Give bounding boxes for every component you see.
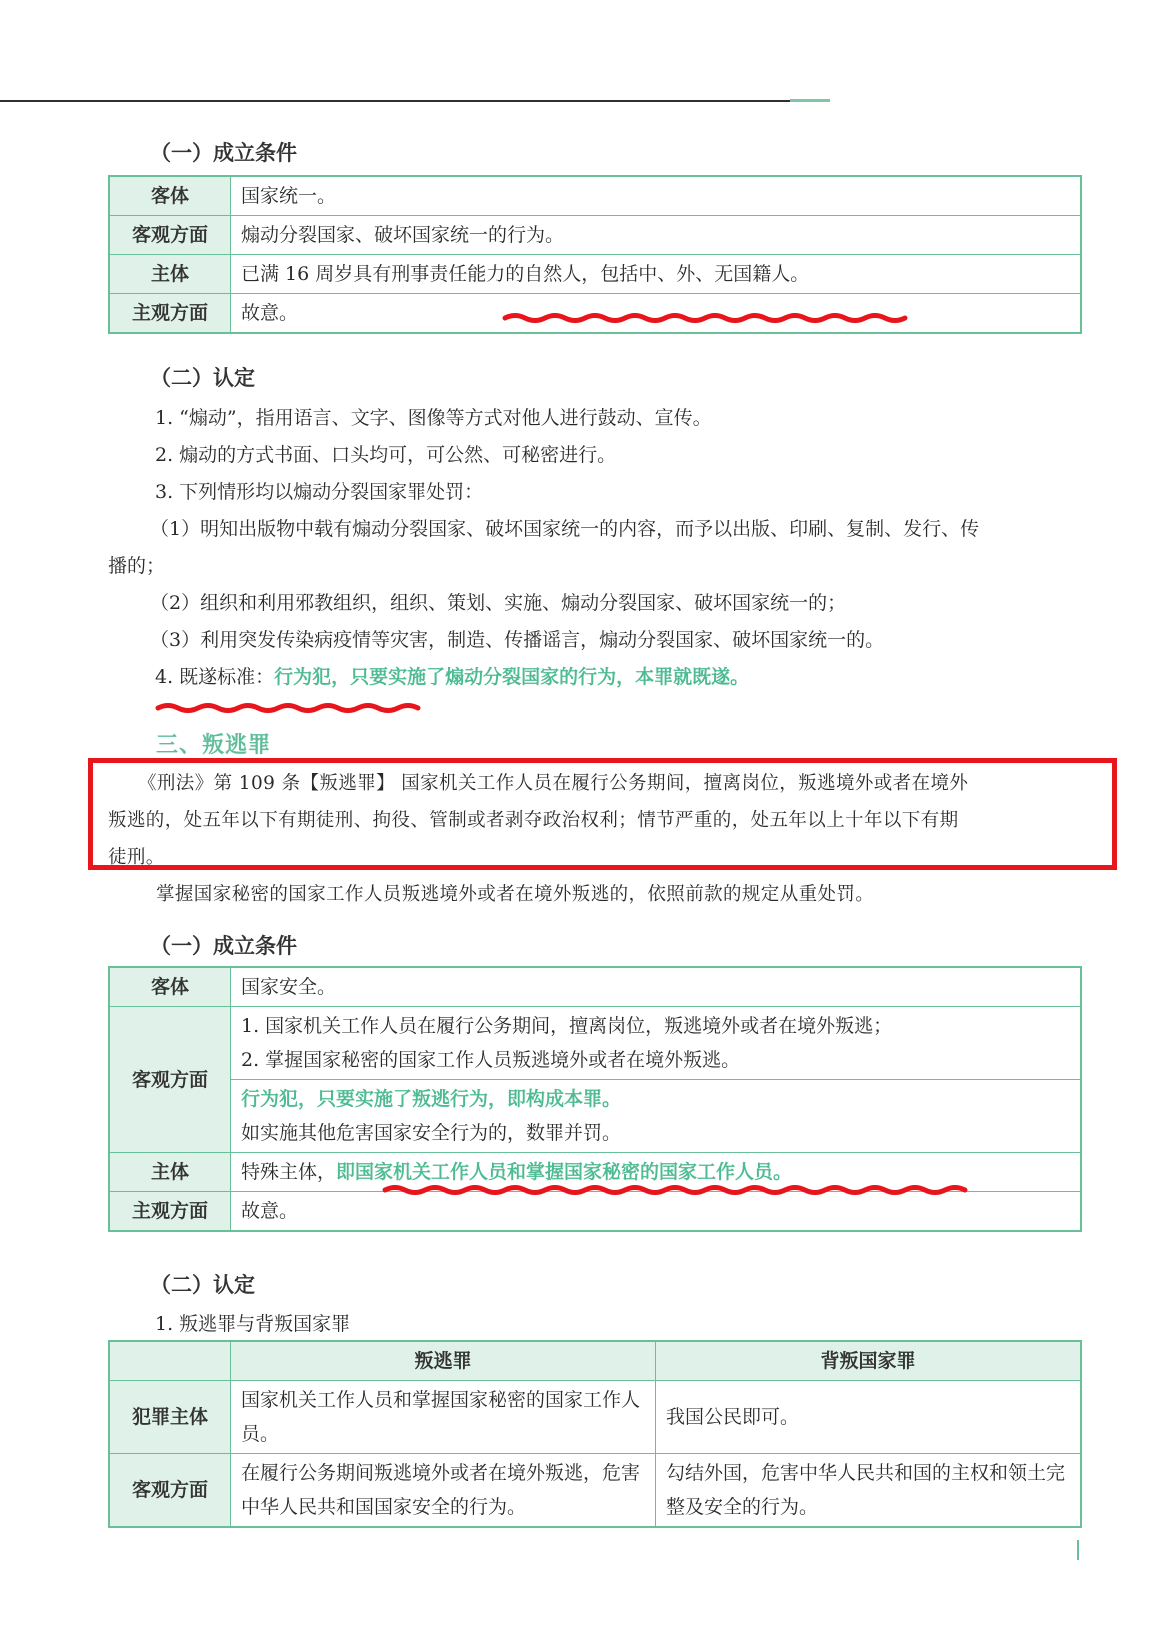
cell: 在履行公务期间叛逃境外或者在境外叛逃，危害中华人民共和国国家安全的行为。 [231,1454,656,1528]
paragraph: （3）利用突发传染病疫情等灾害，制造、传播谣言，煽动分裂国家、破坏国家统一的。 [150,629,885,651]
table-row [109,176,1081,216]
law-line: 徒刑。 [108,847,165,868]
law-line: 掌握国家秘密的国家工作人员叛逃境外或者在境外叛逃的，依照前款的规定从重处罚。 [156,884,875,905]
law-line: 《刑法》第 109 条【叛逃罪】 国家机关工作人员在履行公务期间，擅离岗位，叛逃境外或者在境外 [138,773,969,794]
conditions-table-1 [108,175,1082,334]
objective-note: 如实施其他危害国家安全行为的，数罪并罚。 [241,1122,622,1144]
heading-determination-2: （二）认定 [150,1273,255,1297]
section-title-defection: 三、叛逃罪 [156,733,272,758]
cell: 国家机关工作人员和掌握国家秘密的国家工作人员。 [231,1381,656,1454]
row-value: 故意。 [231,1192,1082,1232]
table-row [109,294,1081,334]
paragraph: 播的； [108,555,166,577]
row-value [231,1080,1082,1153]
table-header-row [109,1341,1081,1381]
heading-conditions-2: （一）成立条件 [150,934,297,958]
highlight-text: 即国家机关工作人员和掌握国家秘密的国家工作人员。 [336,1161,793,1183]
paragraph: 1. “煽动”，指用语言、文字、图像等方式对他人进行鼓动、宣传。 [155,407,712,429]
row-value: 故意。 [231,294,1082,334]
highlight-text: 行为犯，只要实施了煽动分裂国家的行为，本罪就既遂。 [274,666,750,688]
highlight-text: 行为犯，只要实施了叛逃行为，即构成本罪。 [241,1088,622,1110]
table-row [109,1080,1081,1153]
objective-item: 2. 掌握国家秘密的国家工作人员叛逃境外或者在境外叛逃。 [241,1049,741,1071]
objective-item: 1. 国家机关工作人员在履行公务期间，擅离岗位，叛逃境外或者在境外叛逃； [241,1015,893,1037]
edge-mark [1077,1540,1079,1560]
heading-determination-1: （二）认定 [150,366,255,390]
table-row [109,1454,1081,1528]
label: 4. 既遂标准： [155,666,275,688]
row-label: 客观方面 [109,1454,231,1528]
table-row [109,1153,1081,1192]
row-value: 国家安全。 [231,967,1082,1007]
row-label: 犯罪主体 [109,1381,231,1454]
law-line: 叛逃的，处五年以下有期徒刑、拘役、管制或者剥夺政治权利；情节严重的，处五年以上十年以下有期 [108,810,959,831]
paragraph: （1）明知出版物中载有煽动分裂国家、破坏国家统一的内容，而予以出版、印刷、复制、发行、传 [150,518,980,540]
conditions-table-2 [108,966,1082,1232]
cell: 勾结外国，危害中华人民共和国的主权和领土完整及安全的行为。 [656,1454,1082,1528]
table-row [109,216,1081,255]
paragraph: （2）组织和利用邪教组织，组织、策划、实施、煽动分裂国家、破坏国家统一的； [150,592,847,614]
row-value: 已满 16 周岁具有刑事责任能力的自然人，包括中、外、无国籍人。 [231,255,1082,294]
paragraph: 2. 煽动的方式书面、口头均可，可公然、可秘密进行。 [155,444,617,466]
cell: 我国公民即可。 [656,1381,1082,1454]
row-value [231,1007,1082,1080]
top-rule [0,100,830,102]
comparison-table [108,1340,1082,1528]
row-label: 客观方面 [109,1007,231,1153]
wavy-underline [158,706,418,711]
row-label: 主观方面 [109,1192,231,1232]
paragraph: 3. 下列情形均以煽动分裂国家罪处罚： [155,481,484,503]
heading-conditions-1: （一）成立条件 [150,141,297,165]
row-label: 客体 [109,967,231,1007]
red-annotation-box [88,758,1117,870]
row-value [231,1153,1082,1192]
row-value: 煽动分裂国家、破坏国家统一的行为。 [231,216,1082,255]
row-label: 主体 [109,1153,231,1192]
consummation-standard [155,659,749,695]
row-label: 主体 [109,255,231,294]
column-header: 叛逃罪 [231,1341,656,1381]
row-label: 客观方面 [109,216,231,255]
table-row [109,967,1081,1007]
subheading: 1. 叛逃罪与背叛国家罪 [155,1313,351,1335]
table-row [109,255,1081,294]
row-value: 国家统一。 [231,176,1082,216]
corner-cell [109,1341,231,1381]
row-label: 主观方面 [109,294,231,334]
subject-plain: 特殊主体， [241,1161,337,1183]
table-row [109,1007,1081,1080]
row-label: 客体 [109,176,231,216]
column-header: 背叛国家罪 [656,1341,1082,1381]
table-row [109,1192,1081,1232]
table-row [109,1381,1081,1454]
